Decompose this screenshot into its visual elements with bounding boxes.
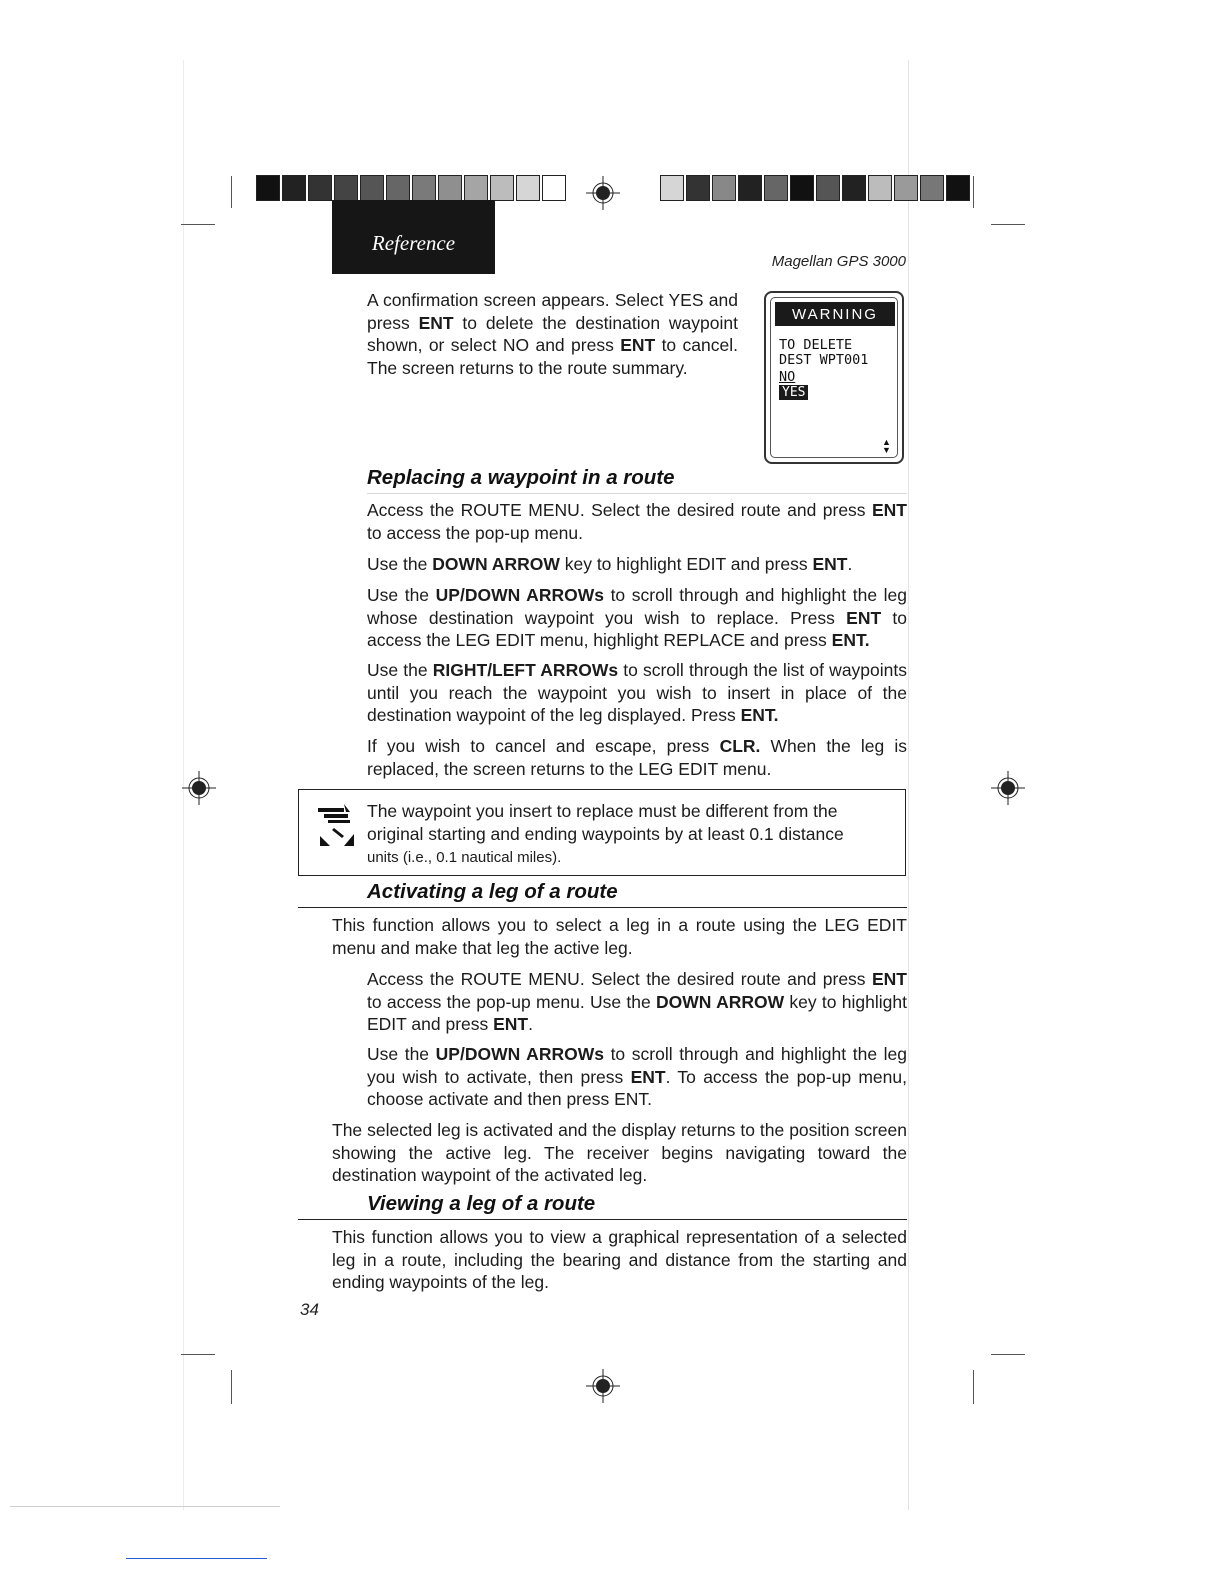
crop-mark-tr-v [973, 176, 974, 208]
replacing-step-4: Use the RIGHT/LEFT ARROWs to scroll through the list of waypoints until you reach the waypoint you wish to insert in place of the destination waypoint of the leg displayed. Press ENT. [367, 660, 907, 726]
scan-edge-right [908, 60, 909, 1510]
scroll-arrows-icon: ▲▼ [882, 437, 891, 455]
note-line-2: original starting and ending waypoints by at least 0.1 distance [367, 824, 844, 844]
activating-step-2: Use the UP/DOWN ARROWs to scroll through and highlight the leg you wish to activate, then press ENT. To access the pop-up menu, choose activate and then press ENT. [367, 1044, 907, 1110]
registration-target-top-icon [586, 176, 620, 210]
scan-bottom-edge [10, 1506, 280, 1507]
section-tab-label: Reference [371, 231, 456, 255]
heading-viewing-leg: Viewing a leg of a route [367, 1192, 596, 1215]
screen-line-2: DEST WPT001 [779, 352, 869, 368]
note-hand-icon [314, 802, 358, 848]
option-yes-highlighted: YES [779, 385, 808, 400]
note-box [298, 789, 906, 876]
option-no: NO [779, 369, 796, 385]
replacing-step-3: Use the UP/DOWN ARROWs to scroll through and highlight the leg whose destination waypoint you wish to replace. Press ENT to access the LEG EDIT menu, highlight REPLACE and press ENT. [367, 585, 907, 651]
crop-mark-bl-v [231, 1370, 232, 1404]
color-bar-right [660, 175, 972, 201]
replacing-step-5: If you wish to cancel and escape, press CLR. When the leg is replaced, the screen returns to the LEG EDIT menu. [367, 736, 907, 779]
viewing-intro: This function allows you to view a graphical representation of a selected leg in a route, including the bearing and distance from the starting and ending waypoints of the leg. [332, 1227, 907, 1293]
page-number: 34 [300, 1300, 319, 1319]
section-tab [332, 200, 495, 274]
registration-target-left-icon [182, 771, 216, 805]
intro-paragraph: A confirmation screen appears. Select YES and press ENT to delete the destination waypoint shown, or select NO and press ENT to cancel. The screen returns to the route summary. [367, 290, 738, 378]
note-line-1: The waypoint you insert to replace must be different from the [367, 801, 838, 821]
gps-warning-screen [764, 291, 904, 464]
note-line-3: units (i.e., 0.1 nautical miles). [367, 849, 562, 866]
heading-rule-activating [298, 907, 907, 908]
activating-outro: The selected leg is activated and the display returns to the position screen showing the active leg. The receiver begins navigating toward the destination waypoint of the activated leg. [332, 1120, 907, 1186]
heading-rule-viewing [298, 1219, 907, 1220]
warning-banner: WARNING [775, 302, 895, 326]
registration-target-bottom-icon [586, 1369, 620, 1403]
activating-intro: This function allows you to select a leg in a route using the LEG EDIT menu and make that leg the active leg. [332, 915, 907, 958]
heading-activating-leg: Activating a leg of a route [367, 880, 618, 903]
crop-mark-tl-h [181, 224, 215, 225]
running-title: Magellan GPS 3000 [771, 253, 906, 270]
heading-replacing-waypoint: Replacing a waypoint in a route [367, 466, 675, 489]
activating-step-1: Access the ROUTE MENU. Select the desired route and press ENT to access the pop-up menu. Use the DOWN ARROW key to highlight EDIT and press ENT. [367, 969, 907, 1035]
registration-target-right-icon [991, 771, 1025, 805]
crop-mark-bl-h [181, 1354, 215, 1355]
screen-line-1: TO DELETE [779, 337, 853, 353]
crop-mark-br-v [973, 1370, 974, 1404]
crop-mark-tr-h [991, 224, 1025, 225]
crop-mark-tl-v [231, 176, 232, 208]
color-bar-left [256, 175, 568, 201]
blue-mark [126, 1558, 267, 1559]
replacing-step-2: Use the DOWN ARROW key to highlight EDIT and press ENT. [367, 554, 853, 574]
replacing-step-1: Access the ROUTE MENU. Select the desired route and press ENT to access the pop-up menu. [367, 500, 907, 543]
crop-mark-br-h [991, 1354, 1025, 1355]
heading-underline-light [367, 493, 907, 494]
